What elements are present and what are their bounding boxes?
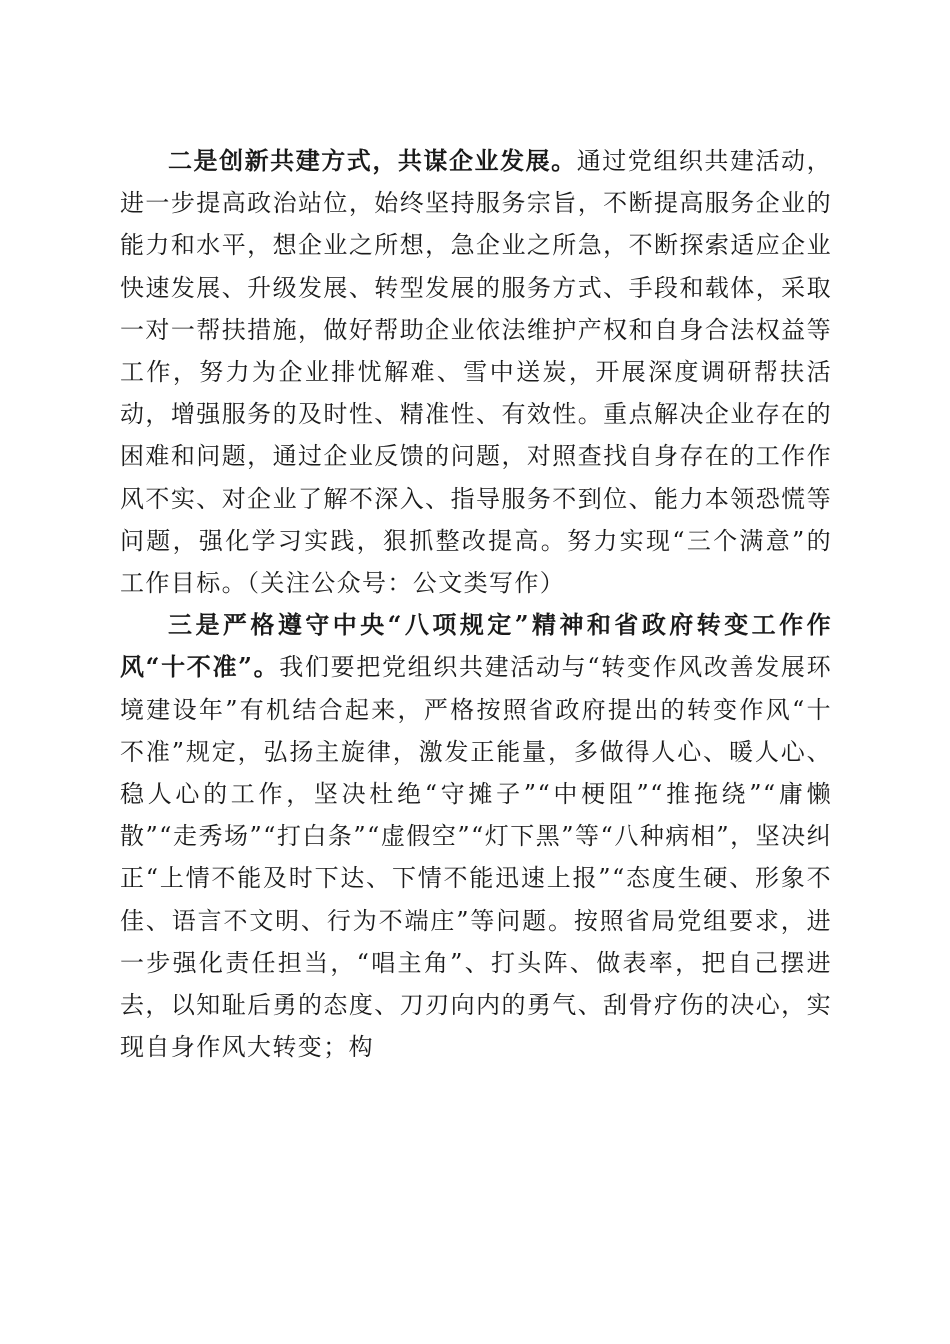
paragraph-second-point xyxy=(120,140,832,604)
paragraph-text: 我们要把党组织共建活动与“转变作风改善发展环境建设年”有机结合起来，严格按照省政府提出的转变作风“十不准”规定，弘扬主旋律，激发正能量，多做得人心、暖人心、稳人心的工作，坚决杜绝“守摊子”“中梗阻”“推拖绕”“庸懒散”“走秀场”“打白条”“虚假空”“灯下黑”等“八种病相”，坚决纠正“上情不能及时下达、下情不能迅速上报”“态度生硬、形象不佳、语言不文明、行为不端庄”等问题。按照省局党组要求，进一步强化责任担当，“唱主角”、打头阵、做表率，把自己摆进去，以知耻后勇的态度、刀刃向内的勇气、刮骨疗伤的决心，实现自身作风大转变；构 xyxy=(120,653,832,1062)
paragraph-third-point xyxy=(120,604,832,1068)
document-body xyxy=(120,140,832,1068)
paragraph-lead: 三是严格遵守中央“八项规定”精神和省政府转变工作作风“十不准”。 xyxy=(120,610,832,682)
paragraph-lead: 二是创新共建方式，共谋企业发展。 xyxy=(168,146,577,175)
paragraph-text: 通过党组织共建活动，进一步提高政治站位，始终坚持服务宗旨，不断提高服务企业的能力和水平，想企业之所想，急企业之所急，不断探索适应企业快速发展、升级发展、转型发展的服务方式、手段和载体，采取一对一帮扶措施，做好帮助企业依法维护产权和自身合法权益等工作，努力为企业排忧解难、雪中送炭，开展深度调研帮扶活动，增强服务的及时性、精准性、有效性。重点解决企业存在的困难和问题，通过企业反馈的问题，对照查找自身存在的工作作风不实、对企业了解不深入、指导服务不到位、能力本领恐慌等问题，强化学习实践，狠抓整改提高。努力实现“三个满意”的工作目标。（关注公众号：公文类写作） xyxy=(120,147,832,598)
